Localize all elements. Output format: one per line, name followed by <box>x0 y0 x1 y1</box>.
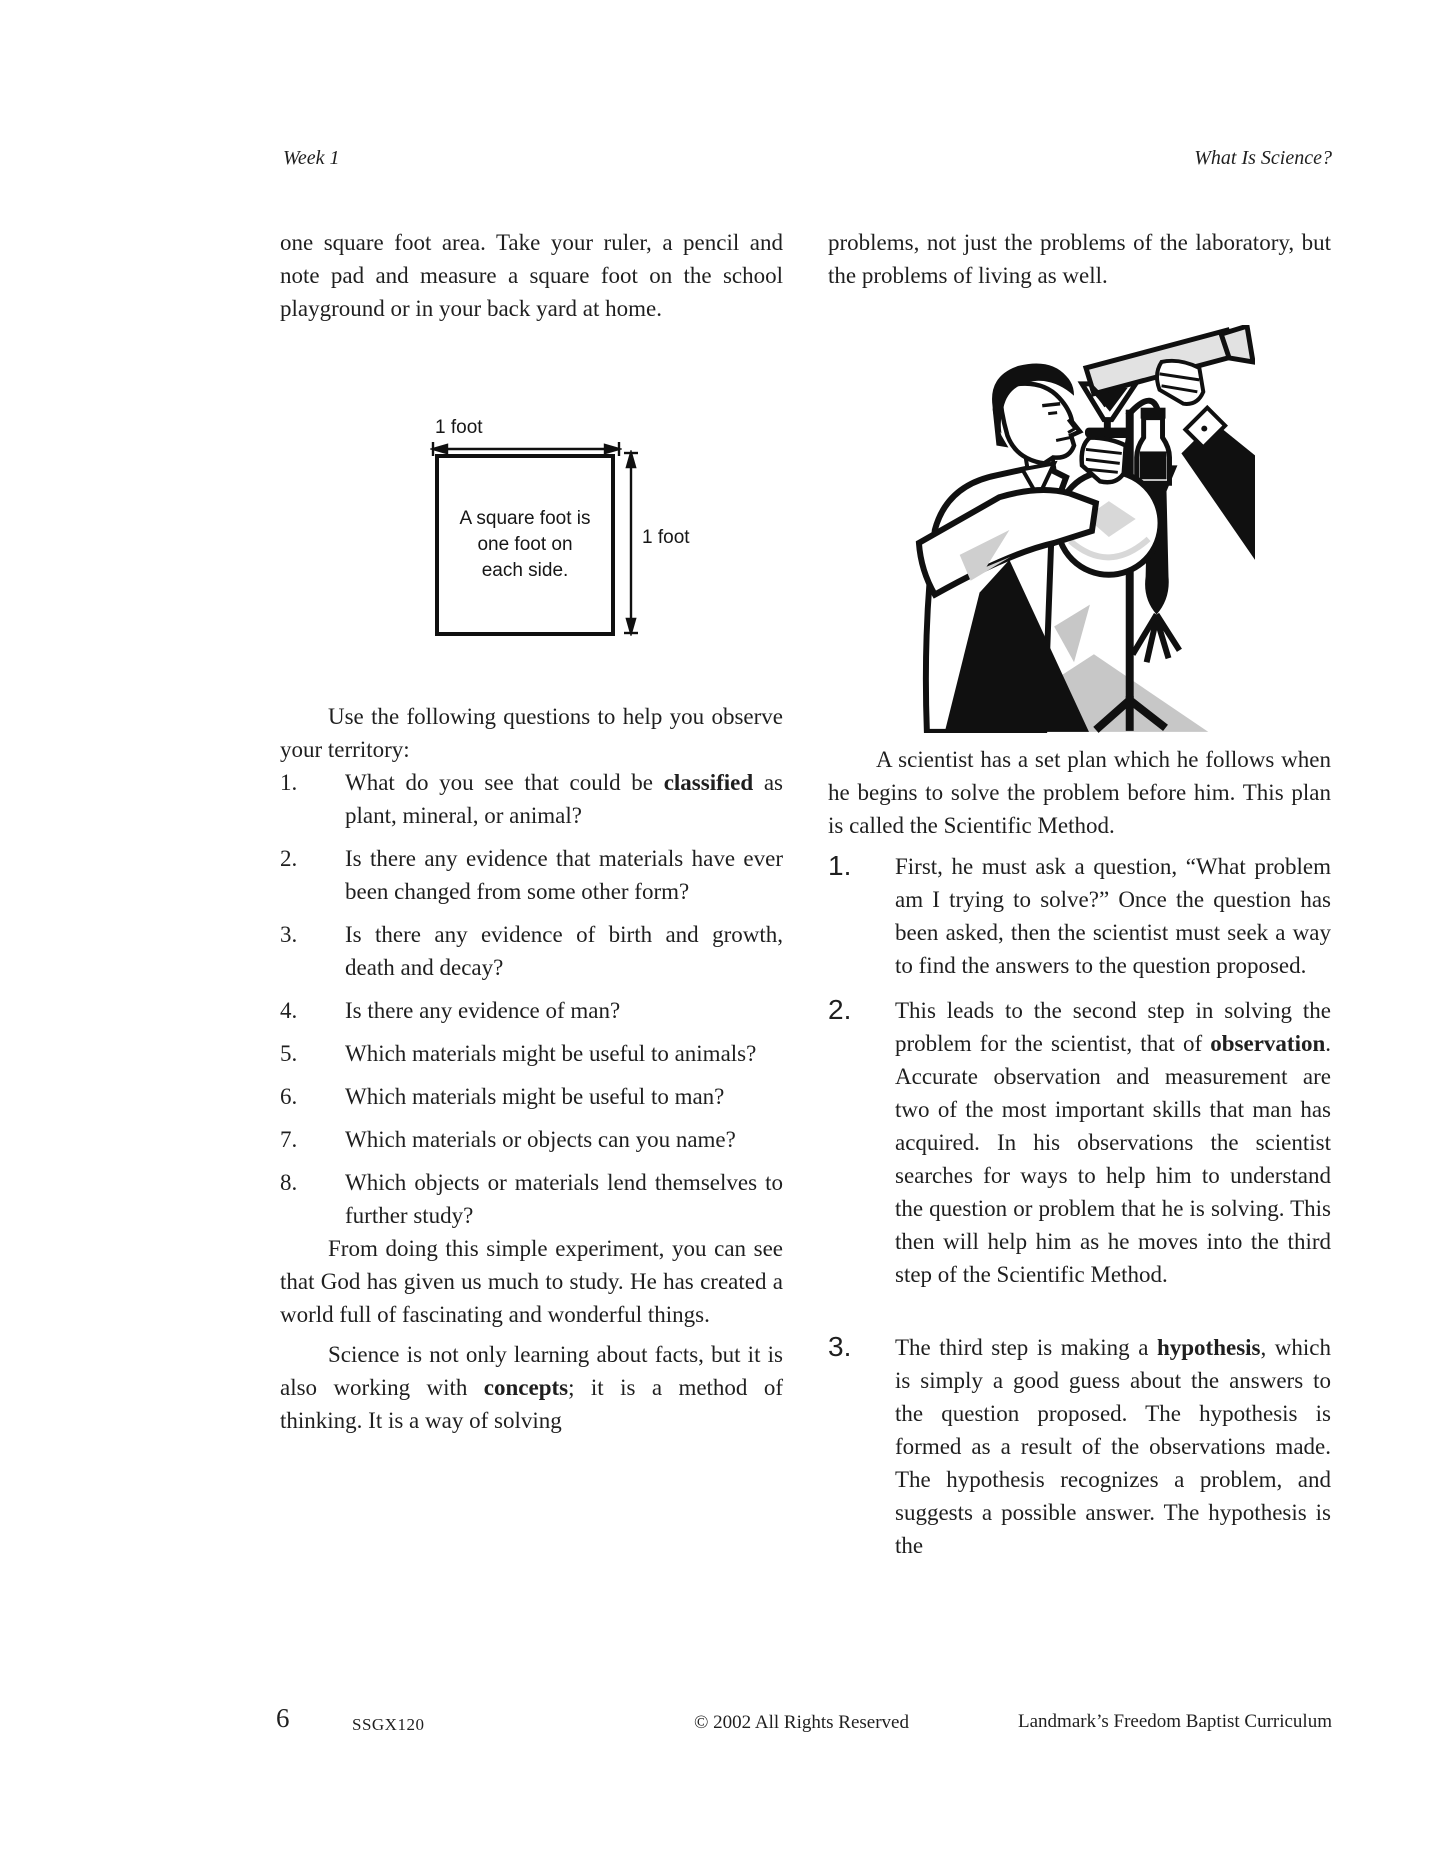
question-text: Is there any evidence that materials have ever been changed from some other form? <box>345 846 783 904</box>
right-column <box>828 226 1331 1562</box>
intro-paragraph: one square foot area. Take your ruler, a pencil and note pad and measure a square foot on the school playground or in your back yard at home. <box>280 230 783 321</box>
step-number: 2. <box>828 994 852 1025</box>
question-text: Is there any evidence of man? <box>345 998 621 1023</box>
footer-publisher: Landmark’s Freedom Baptist Curriculum <box>1018 1711 1332 1732</box>
question-item-1 <box>280 766 783 832</box>
question-number: 7. <box>280 1127 298 1152</box>
step-text: This leads to the second step in solving the problem for the scientist, that of observation. Accurate observation and measurement are two of the most important skills that man has acquired. In his observations the scientist searches for ways to help him to understand the question or problem that he is solving. This then will help him as he moves into the third step of the Scientific Method. <box>895 998 1331 1287</box>
diagram-top-dimension-label: 1 foot <box>435 417 483 438</box>
scientific-method-steps-list <box>828 850 1331 1562</box>
question-text: Which materials might be useful to man? <box>345 1084 725 1109</box>
question-text: Is there any evidence of birth and growth, death and decay? <box>345 922 783 980</box>
step-text: The third step is making a hypothesis, which is simply a good guess about the answers to the question proposed. The hypothesis is formed as a result of the observations made. The hypothesis recognizes a problem, and suggests a possible answer. The hypothesis is the <box>895 1335 1331 1558</box>
question-item-3 <box>280 918 783 984</box>
step-number: 1. <box>828 850 852 881</box>
step-number: 3. <box>828 1331 852 1362</box>
question-text: Which materials might be useful to animals? <box>345 1041 757 1066</box>
footer-copyright: © 2002 All Rights Reserved <box>694 1712 909 1733</box>
question-number: 8. <box>280 1170 298 1195</box>
header-chapter-title: What Is Science? <box>1194 147 1332 169</box>
step-item-1 <box>828 850 1331 982</box>
question-number: 4. <box>280 998 298 1023</box>
question-text: Which objects or materials lend themselves to further study? <box>345 1170 783 1228</box>
question-text: What do you see that could be classified as plant, mineral, or animal? <box>345 770 783 828</box>
step-text: First, he must ask a question, “What problem am I trying to solve?” Once the question has been asked, then the scientist must seek a way to find the answers to the question proposed. <box>895 854 1331 978</box>
step-item-2 <box>828 994 1331 1291</box>
question-item-7 <box>280 1123 783 1156</box>
footer-course-code: SSGX120 <box>352 1715 425 1734</box>
diagram-side-dimension-label: 1 foot <box>642 527 690 548</box>
observation-questions-list <box>280 766 783 1232</box>
question-number: 5. <box>280 1041 298 1066</box>
square-foot-diagram <box>280 417 783 639</box>
questions-intro-paragraph: Use the following questions to help you observe your territory: <box>280 704 783 762</box>
left-column <box>280 226 783 1437</box>
step-item-3 <box>828 1331 1331 1562</box>
question-text: Which materials or objects can you name? <box>345 1127 736 1152</box>
header-week-label: Week 1 <box>283 147 340 169</box>
continuation-paragraph: problems, not just the problems of the laboratory, but the problems of living as well. <box>828 230 1331 288</box>
question-number: 6. <box>280 1084 298 1109</box>
diagram-square-box <box>435 454 615 636</box>
question-item-2 <box>280 842 783 908</box>
diagram-box-caption: A square foot is one foot on each side. <box>459 508 591 581</box>
question-number: 3. <box>280 922 298 947</box>
question-item-4 <box>280 994 783 1027</box>
question-number: 1. <box>280 770 298 795</box>
question-item-6 <box>280 1080 783 1113</box>
conclusion-paragraph: From doing this simple experiment, you can see that God has given us much to study. He has created a world full of fascinating and wonderful things. <box>280 1236 783 1327</box>
vertical-dimension-arrow-icon <box>623 450 639 636</box>
question-item-8 <box>280 1166 783 1232</box>
question-number: 2. <box>280 846 298 871</box>
scientific-method-paragraph: A scientist has a set plan which he follows when he begins to solve the problem before him. This plan is called the Scientific Method. <box>828 747 1331 838</box>
science-concepts-paragraph: Science is not only learning about facts, but it is also working with concepts; it is a method of thinking. It is a way of solving <box>280 1342 783 1433</box>
scientist-illustration <box>905 325 1255 733</box>
footer-page-number: 6 <box>276 1703 290 1733</box>
question-item-5 <box>280 1037 783 1070</box>
